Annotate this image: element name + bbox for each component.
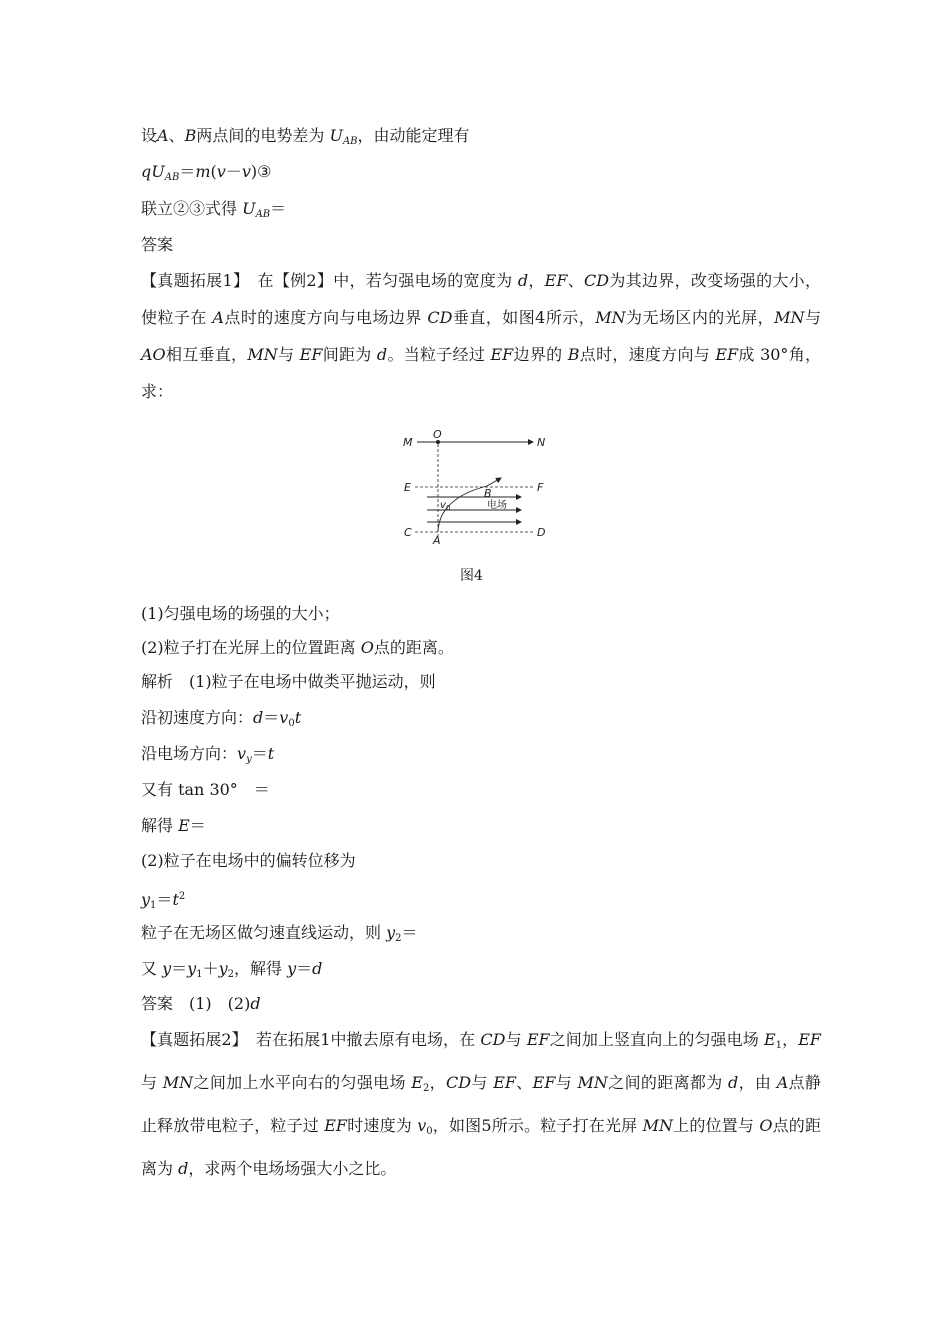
- symbol: CD: [446, 1073, 472, 1092]
- label-b: B: [484, 487, 492, 500]
- symbol: v: [241, 162, 251, 181]
- symbol: d: [178, 1159, 189, 1178]
- extension-heading: 【真题拓展1】: [141, 271, 242, 290]
- text: 在【例2】中，若匀强电场的宽度为: [241, 271, 518, 290]
- text: ，: [528, 271, 545, 290]
- text: 粒子在无场区做匀速直线运动，则: [141, 923, 387, 942]
- text: 间距为: [322, 345, 377, 364]
- symbol: MN: [247, 345, 278, 364]
- subscript: y: [246, 754, 252, 765]
- text: 成 30°角，求：: [141, 345, 821, 401]
- symbol: v: [279, 708, 289, 727]
- text: ＝: [156, 890, 173, 909]
- symbol: d: [253, 708, 264, 727]
- symbol: AO: [141, 345, 166, 364]
- text: 与: [505, 1030, 527, 1049]
- subscript: 2: [395, 933, 402, 944]
- text: 又: [141, 959, 163, 978]
- subscript: 0: [288, 718, 295, 729]
- symbol: EF: [544, 271, 568, 290]
- equation-line: [141, 162, 271, 188]
- symbol: EF: [798, 1030, 821, 1049]
- text: 点的距离为: [141, 1116, 821, 1178]
- symbol: MN: [577, 1073, 608, 1092]
- label-m: M: [403, 436, 413, 449]
- subscript: 1: [196, 969, 203, 980]
- text-line: [141, 126, 470, 152]
- text: 答案 (1) (2): [141, 994, 251, 1013]
- text: －: [225, 162, 242, 181]
- text: (: [210, 162, 217, 181]
- text: ，: [429, 1073, 447, 1092]
- symbol: MN: [642, 1116, 673, 1135]
- symbol: v: [216, 162, 226, 181]
- question-1: (1)匀强电场的场强的大小；: [141, 604, 340, 623]
- symbol: y: [218, 959, 228, 978]
- text: 为无场区内的光屏，: [625, 308, 775, 327]
- symbol: EF: [532, 1073, 556, 1092]
- symbol: y: [162, 959, 172, 978]
- text: (2)粒子打在光屏上的位置距离: [141, 638, 361, 657]
- symbol: O: [360, 638, 374, 657]
- figure-4-diagram: [395, 428, 555, 546]
- label-field: 电场: [487, 500, 507, 511]
- solution-line: 解析 (1)粒子在电场中做类平抛运动，则: [141, 672, 436, 691]
- answer-label: [141, 235, 173, 255]
- text: 点时，速度方向与: [579, 345, 716, 364]
- label-e: E: [404, 481, 411, 494]
- symbol: EF: [324, 1116, 348, 1135]
- symbol: m: [195, 162, 211, 181]
- text: ＝: [296, 959, 313, 978]
- text: 之间的距离都为: [607, 1073, 729, 1092]
- text: 、: [168, 126, 185, 145]
- symbol: CD: [427, 308, 453, 327]
- symbol: EF: [526, 1030, 550, 1049]
- symbol: E: [411, 1073, 423, 1092]
- symbol: EF: [299, 345, 323, 364]
- text: 、: [567, 271, 585, 290]
- text: ＝: [189, 816, 206, 835]
- figure-caption: 图4: [460, 568, 483, 584]
- symbol: y: [287, 959, 297, 978]
- text: ，由: [738, 1073, 777, 1092]
- text: 。当粒子经过: [387, 345, 491, 364]
- text: 联立②③式得: [141, 199, 243, 218]
- symbol: CD: [584, 271, 610, 290]
- extension-2-paragraph: [141, 1021, 821, 1187]
- text: ，: [782, 1030, 799, 1049]
- solution-line: [141, 708, 301, 734]
- symbol: O: [759, 1116, 773, 1135]
- symbol: B: [567, 345, 580, 364]
- text-line: [141, 199, 286, 225]
- text: 相互垂直，: [165, 345, 248, 364]
- label-c: C: [404, 526, 412, 539]
- subscript: 2: [422, 1083, 430, 1094]
- symbol: U: [329, 126, 343, 145]
- text: 之间加上水平向右的匀强电场: [193, 1073, 412, 1092]
- extension-heading: 【真题拓展2】: [141, 1030, 240, 1049]
- text: ，如图5所示。粒子打在光屏: [432, 1116, 643, 1135]
- solution-line: [141, 744, 274, 770]
- text: 垂直，如图4所示，: [452, 308, 596, 327]
- text: ＝: [179, 162, 196, 181]
- symbol: A: [157, 126, 169, 145]
- symbol: U: [242, 199, 256, 218]
- text: ＝: [270, 199, 287, 218]
- text: 点静止释放带电粒子，粒子过: [141, 1073, 821, 1135]
- text: 沿初速度方向：: [141, 708, 254, 727]
- solution-line: [141, 923, 418, 949]
- symbol: y: [386, 923, 396, 942]
- symbol: d: [728, 1073, 739, 1092]
- symbol: t: [267, 744, 275, 763]
- label-n: N: [537, 436, 546, 449]
- symbol: y: [141, 890, 151, 909]
- symbol: MN: [595, 308, 626, 327]
- symbol: EF: [715, 345, 739, 364]
- subscript: AB: [164, 172, 180, 183]
- text: 与: [471, 1073, 494, 1092]
- text: 、: [515, 1073, 533, 1092]
- subscript: AB: [342, 136, 358, 147]
- text: 点时的速度方向与电场边界: [223, 308, 428, 327]
- subscript: 1: [775, 1040, 783, 1051]
- symbol: d: [312, 959, 323, 978]
- symbol: t: [294, 708, 302, 727]
- text: ，解得: [234, 959, 288, 978]
- solution-line: [141, 816, 206, 836]
- symbol: d: [376, 345, 388, 364]
- symbol: E: [178, 816, 190, 835]
- text: 与: [555, 1073, 578, 1092]
- text: 点的距离。: [373, 638, 454, 657]
- answer-line: [141, 994, 261, 1014]
- symbol: t: [172, 890, 179, 909]
- text: 答案: [141, 235, 174, 254]
- text: ，求两个电场场强大小之比。: [188, 1159, 397, 1178]
- symbol: v: [417, 1116, 427, 1135]
- symbol: v: [237, 744, 247, 763]
- text: 与: [141, 1073, 163, 1092]
- text: 与: [804, 308, 821, 327]
- symbol: A: [776, 1073, 789, 1092]
- symbol: EF: [490, 345, 514, 364]
- extension-1-paragraph: [141, 262, 821, 410]
- solution-line: 又有 tan 30° ＝: [141, 780, 270, 799]
- text: ＝: [401, 923, 418, 942]
- label-f: F: [537, 481, 544, 494]
- symbol: MN: [774, 308, 805, 327]
- label-v0-sub: 0: [446, 504, 451, 512]
- symbol: B: [184, 126, 197, 145]
- label-d: D: [537, 526, 546, 539]
- symbol: EF: [493, 1073, 516, 1092]
- question-2: [141, 638, 454, 658]
- label-o: O: [433, 428, 442, 441]
- text: ，由动能定理有: [357, 126, 470, 145]
- text: 若在拓展1中撤去原有电场，在: [239, 1030, 481, 1049]
- label-v0: v: [440, 500, 446, 511]
- symbol: qU: [141, 162, 165, 181]
- text: 时速度为: [347, 1116, 418, 1135]
- symbol: d: [517, 271, 529, 290]
- subscript: 0: [426, 1126, 433, 1137]
- text: )③: [250, 162, 272, 181]
- text: 两点间的电势差为: [196, 126, 330, 145]
- label-a: A: [433, 534, 441, 546]
- symbol: y: [187, 959, 197, 978]
- subscript: 1: [150, 900, 157, 911]
- symbol: CD: [480, 1030, 506, 1049]
- superscript: 2: [178, 891, 186, 902]
- text: 之间加上竖直向上的匀强电场: [549, 1030, 764, 1049]
- text: ＋: [202, 959, 219, 978]
- velocity-arrow: [487, 478, 501, 486]
- solution-line: [141, 959, 322, 985]
- symbol: d: [250, 994, 261, 1013]
- text: ＝: [263, 708, 280, 727]
- symbol: A: [212, 308, 224, 327]
- symbol: MN: [162, 1073, 194, 1092]
- solution-line: (2)粒子在电场中的偏转位移为: [141, 851, 356, 870]
- symbol: E: [763, 1030, 776, 1049]
- subscript: AB: [255, 209, 271, 220]
- text: ＝: [251, 744, 268, 763]
- subscript: 2: [227, 969, 235, 980]
- text: 与: [277, 345, 300, 364]
- solution-line: [141, 887, 185, 916]
- text: 设: [141, 126, 158, 145]
- text: 沿电场方向：: [141, 744, 238, 763]
- text: ＝: [171, 959, 188, 978]
- text: 为其边界，改变场强的大小，使粒子在: [141, 271, 821, 327]
- text: 解得: [141, 816, 179, 835]
- text: 边界的: [513, 345, 568, 364]
- text: 上的位置与: [672, 1116, 760, 1135]
